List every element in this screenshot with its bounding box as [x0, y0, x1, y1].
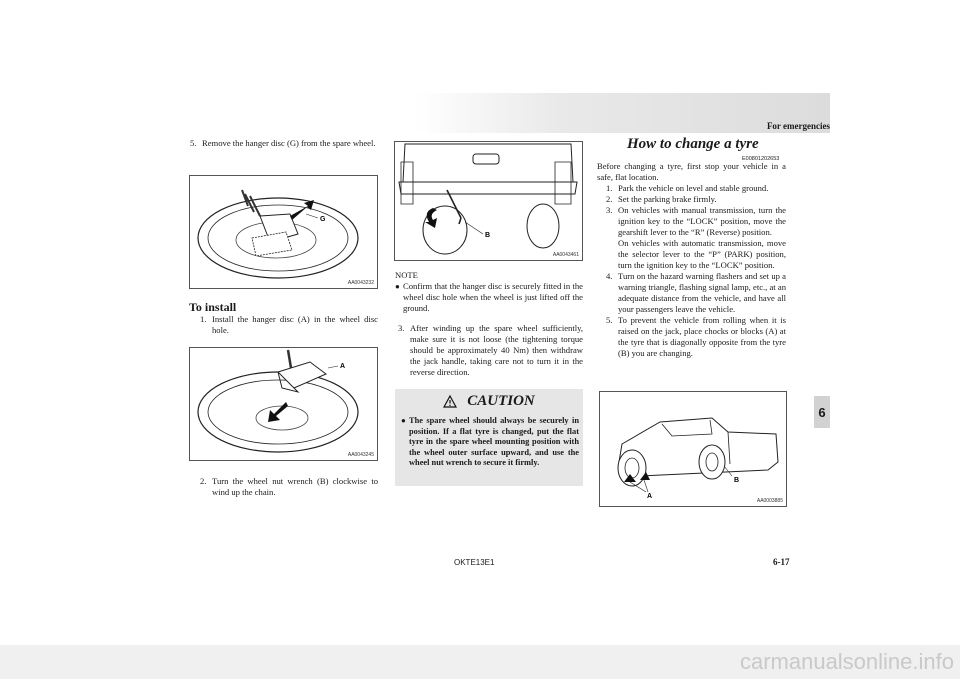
callout-label-b: B [734, 477, 740, 484]
step-2-wind-chain [200, 476, 378, 498]
list-item [606, 205, 786, 238]
figure-rear-winding [394, 141, 583, 261]
step-number: 1. [200, 314, 207, 324]
step-text: Remove the hanger disc (G) from the spare wheel. [202, 138, 376, 148]
step-text: Turn on the hazard warning flashers and set up a warning triangle, flashing signal lamp, etc., at an adequate distance from the vehicle, and have all your passengers leave the vehicle. [618, 271, 786, 314]
install-heading [189, 300, 236, 315]
list-item [606, 315, 786, 359]
step-number: 3. [606, 205, 613, 215]
figure-code: AA0003885 [756, 498, 783, 504]
caution-header [395, 393, 583, 410]
list-item [606, 271, 786, 315]
step-text: On vehicles with manual transmission, turn the ignition key to the “LOCK” position, move the gearshift lever to the “R” (Reverse) position. [618, 205, 786, 237]
figure-hanger-disc-remove [189, 175, 378, 289]
bullet-icon: ● [395, 282, 400, 291]
tyre-change-steps [606, 183, 786, 359]
step-text: Turn the wheel nut wrench (B) clockwise to wind up the chain. [212, 476, 378, 497]
warning-triangle-icon [443, 395, 457, 408]
bullet-icon: ● [401, 416, 406, 425]
callout-label-a: A [647, 493, 653, 500]
step-number: 5. [190, 138, 197, 148]
step-number: 3. [398, 323, 405, 333]
step-3-after-winding [398, 323, 583, 378]
figure-hanger-disc-install [189, 347, 378, 461]
spare-wheel-illustration [190, 176, 377, 288]
step-number: 5. [606, 315, 613, 325]
figure-code: AA0043245 [347, 452, 374, 458]
step-text: On vehicles with automatic transmission, move the selector lever to the “P” (PARK) position, turn the ignition key to the “LOCK” position. [618, 238, 786, 270]
step-number: 1. [606, 183, 613, 193]
step-text: After winding up the spare wheel sufficiently, make sure it is not loose (the tightening torque should be approximately 40 Nm) then withdraw the jack handle, taking care not to turn it in the reverse direction. [410, 323, 583, 377]
figure-code: AA0043232 [347, 280, 374, 286]
section-code: E00801202653 [742, 156, 780, 162]
step-text: To prevent the vehicle from rolling when it is raised on the jack, place chocks or blocks (A) at the tyre that is diagonally opposite from the tyre (B) you are changing. [618, 315, 786, 358]
step-text: Install the hanger disc (A) in the wheel disc hole. [212, 314, 378, 335]
section-title: For emergencies [766, 121, 830, 131]
step-5-remove [190, 138, 378, 149]
caution-text: The spare wheel should always be securely in position. If a flat tyre is changed, put the flat tyre in the spare wheel mounting position with the wheel outer surface upward, and use the wheel nut wrench to secure it firmly. [409, 416, 579, 468]
step-1-install [200, 314, 378, 336]
note-text: Confirm that the hanger disc is securely fitted in the wheel disc hole when the wheel is just lifted off the ground. [403, 281, 583, 313]
callout-label-g: G [320, 216, 326, 223]
caution-box [395, 389, 583, 486]
pickup-truck-illustration [600, 392, 786, 506]
figure-code: AA0043461 [552, 252, 579, 258]
note-bullet [395, 281, 583, 314]
intro-paragraph: Before changing a tyre, first stop your vehicle in a safe, flat location. [597, 161, 786, 182]
caution-bullet [401, 416, 579, 469]
chapter-tab[interactable]: 6 [814, 396, 830, 428]
spare-wheel-illustration [190, 348, 377, 460]
callout-label-b: B [485, 232, 491, 239]
step-text: Park the vehicle on level and stable ground. [618, 183, 769, 193]
list-item [606, 238, 786, 271]
step-number: 2. [200, 476, 207, 486]
step-number: 2. [606, 194, 613, 204]
step-number: 4. [606, 271, 613, 281]
document-code: OKTE13E1 [454, 558, 495, 567]
note-label: NOTE [395, 270, 418, 280]
watermark: carmanualsonline.info [0, 645, 960, 679]
step-number [606, 238, 618, 271]
heading-text: To install [189, 300, 237, 314]
callout-label-a: A [340, 363, 346, 370]
list-item [606, 194, 786, 205]
caution-title: CAUTION [467, 393, 535, 409]
list-item [606, 183, 786, 194]
page-number: 6-17 [773, 557, 790, 567]
figure-wheel-chocks [599, 391, 787, 507]
rear-bumper-illustration [395, 142, 582, 260]
page-title: How to change a tyre [627, 136, 759, 152]
step-text: Set the parking brake firmly. [618, 194, 717, 204]
